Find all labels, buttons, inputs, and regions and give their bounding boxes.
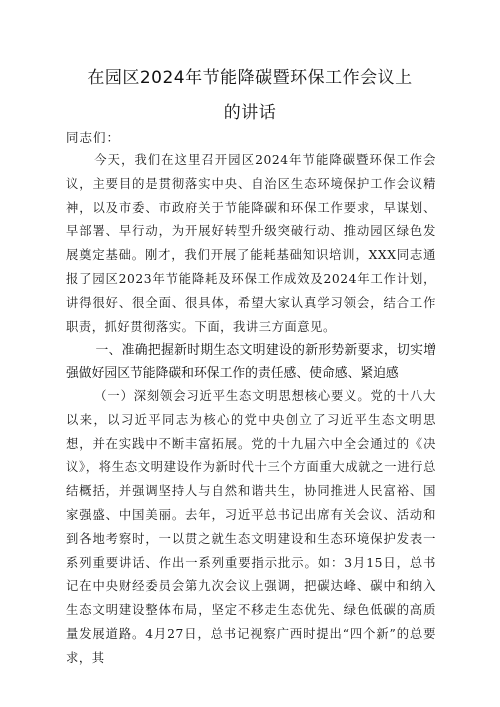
document-title-line-1: 在园区2024年节能降碳暨环保工作会议上 [87,68,413,88]
salutation: 同志们： [66,130,121,145]
section-heading-1: 一、准确把握新时期生态文明建设的新形势新要求，切实增强做好园区节能降碳和环保工作的责任感、使命感、紧迫感 [66,343,436,381]
opening-paragraph: 今天，我们在这里召开园区2024年节能降碳暨环保工作会议，主要目的是贯彻落实中央、自治区生态环境保护工作会议精神，以及市委、市政府关于节能降碳和环保工作要求，早谋划、早部署、早行动，为开展好转型升级突破行动、推动园区绿色发展奠定基础。刚才，我们开展了能耗基础知识培训，XXX同志通报了园区2023年节能降耗及环保工作成效及2024年工作计划，讲得很好、很全面、很具体，希望大家认真学习领会，结合工作职责，抓好贯彻落实。下面，我讲三方面意见。 [66,153,436,334]
document-title-line-2: 的讲话 [223,103,277,123]
subsection-paragraph-1: （一）深刻领会习近平生态文明思想核心要义。党的十八大以来，以习近平同志为核心的党中央创立了习近平生态文明思想，并在实践中不断丰富拓展。党的十九届六中全会通过的《决议》，将生态文明建设作为新时代十三个方面重大成就之一进行总结概括，并强调坚持人与自然和谐共生，协同推进人民富裕、国家强盛、中国美丽。去年，习近平总书记出席有关会议、活动和到各地考察时，一以贯之就生态文明建设和生态环境保护发表一系列重要讲话、作出一系列重要指示批示。如：3月15日，总书记在中央财经委员会第九次会议上强调，把碳达峰、碳中和纳入生态文明建设整体布局，坚定不移走生态优先、绿色低碳的高质量发展道路。4月27日，总书记视察广西时提出“四个新”的总要求，其 [66,389,436,665]
